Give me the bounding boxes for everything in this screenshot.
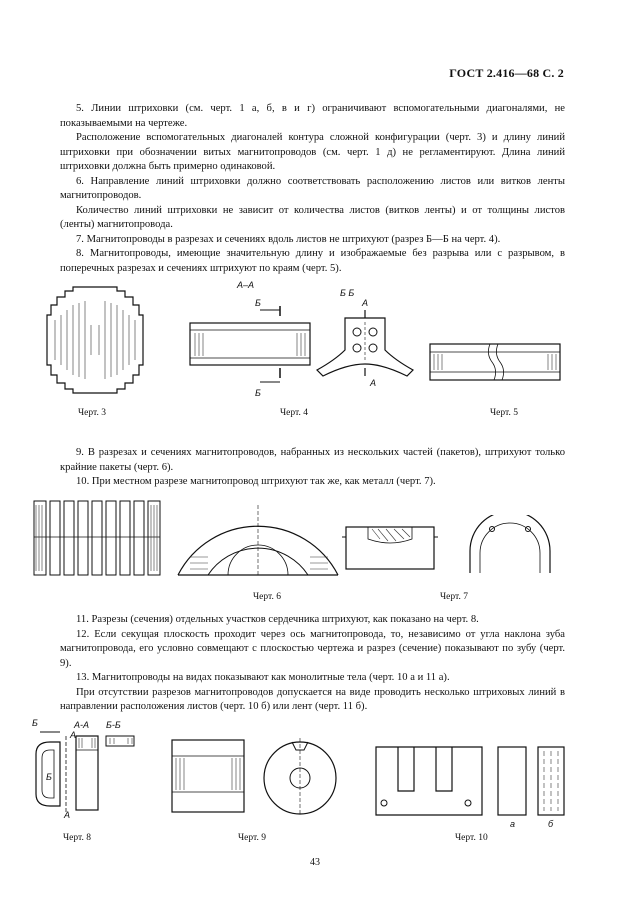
figure-8-caption: Черт. 8: [63, 833, 91, 843]
fig8-label-b2: Б: [46, 772, 52, 782]
text-block-3: [60, 613, 565, 715]
paragraph-6: 6. Направление линий штриховки должно соответствовать расположению листов или витков ленты магнитопроводов.: [60, 175, 565, 201]
fig8-label-bb: Б-Б: [106, 720, 121, 730]
paragraph-5: 5. Линии штриховки (см. черт. 1 а, б, в и г) ограничивают вспомогательными диагоналями, не показываемыми на чертеже.: [60, 103, 565, 129]
fig4-label-b-bottom: Б: [255, 388, 261, 398]
fig8-label-b1: Б: [32, 718, 38, 728]
fig10-label-b: б: [548, 819, 554, 828]
figure-4: [185, 278, 415, 408]
fig4-label-a-bottom: А: [370, 378, 377, 388]
paragraph-13: 13. Магнитопроводы на видах показывают как монолитные тела (черт. 10 а и 11 а).: [76, 672, 450, 683]
paragraph-7: 7. Магнитопроводы в разрезах и сечениях вдоль листов не штрихуют (разрез Б—Б на черт. 4).: [76, 233, 501, 245]
fig8-label-a1: А: [70, 730, 77, 740]
paragraph-6-cont: Количество линий штриховки не зависит от количества листов (витков ленты) и от толщины листов (ленты) магнитопровода.: [60, 204, 565, 230]
figure-5-caption: Черт. 5: [490, 408, 518, 418]
figure-10: [372, 743, 567, 828]
fig4-label-a-top: А: [362, 298, 369, 308]
paragraph-5-cont: Расположение вспомогательных диагоналей контура сложной конфигурации (черт. 3) и длину линий штриховки при обозначении витых магнитопроводов (см. черт. 1 д) не регламентируют. Длина линий штриховки должна быть примерно одинаковой.: [60, 132, 565, 172]
figure-5: [428, 340, 563, 385]
figure-9: [170, 736, 350, 816]
figure-3: [35, 285, 155, 395]
fig8-label-aa: А-А: [74, 720, 90, 730]
figure-3-caption: Черт. 3: [78, 408, 106, 418]
fig4-label-bb: Б Б: [340, 288, 355, 298]
figure-6: [30, 497, 340, 579]
text-block-2: [60, 446, 565, 490]
fig8-label-a2: А: [64, 810, 71, 820]
text-block-1: [60, 102, 565, 276]
paragraph-10: 10. При местном разрезе магнитопровод штрихуют так же, как металл (черт. 7).: [76, 476, 436, 487]
fig4-label-b-top: Б: [255, 298, 261, 308]
fig10-label-a: а: [510, 819, 516, 828]
figure-4-caption: Черт. 4: [280, 408, 308, 418]
page-number: 43: [310, 857, 320, 868]
figure-7-caption: Черт. 7: [440, 592, 468, 602]
paragraph-9: 9. В разрезах и сечениях магнитопроводов, набранных из нескольких частей (пакетов), штрихуют только крайние пакеты (черт. 6).: [60, 447, 565, 473]
paragraph-11: 11. Разрезы (сечения) отдельных участков сердечника штрихуют, как показано на черт. 8.: [76, 614, 479, 625]
figure-9-caption: Черт. 9: [238, 833, 266, 843]
paragraph-12: 12. Если секущая плоскость проходит через ось магнитопровода, то, независимо от угла наклона зуба магнитопровода, его условно совмещают с плоскостью чертежа и разрез (сечение) показывают по зубу (черт. 9).: [60, 628, 565, 669]
figure-7: [340, 515, 565, 575]
fig4-section-label: А–А: [237, 280, 255, 290]
paragraph-13-cont: При отсутствии разрезов магнитопроводов допускается на виде проводить несколько штриховых линий в направлении расположения листов (черт. 10 б) или лент (черт. 11 б).: [60, 686, 565, 712]
figure-6-caption: Черт. 6: [253, 592, 281, 602]
standard-header: ГОСТ 2.416—68 С. 2: [449, 66, 564, 80]
paragraph-8: 8. Магнитопроводы, имеющие значительную длину и изображаемые без разрыва или с разрывом, в поперечных разрезах и сечениях штрихуют по краям (черт. 5).: [60, 248, 565, 274]
figure-8: [30, 714, 140, 824]
figure-10-caption: Черт. 10: [455, 833, 488, 843]
